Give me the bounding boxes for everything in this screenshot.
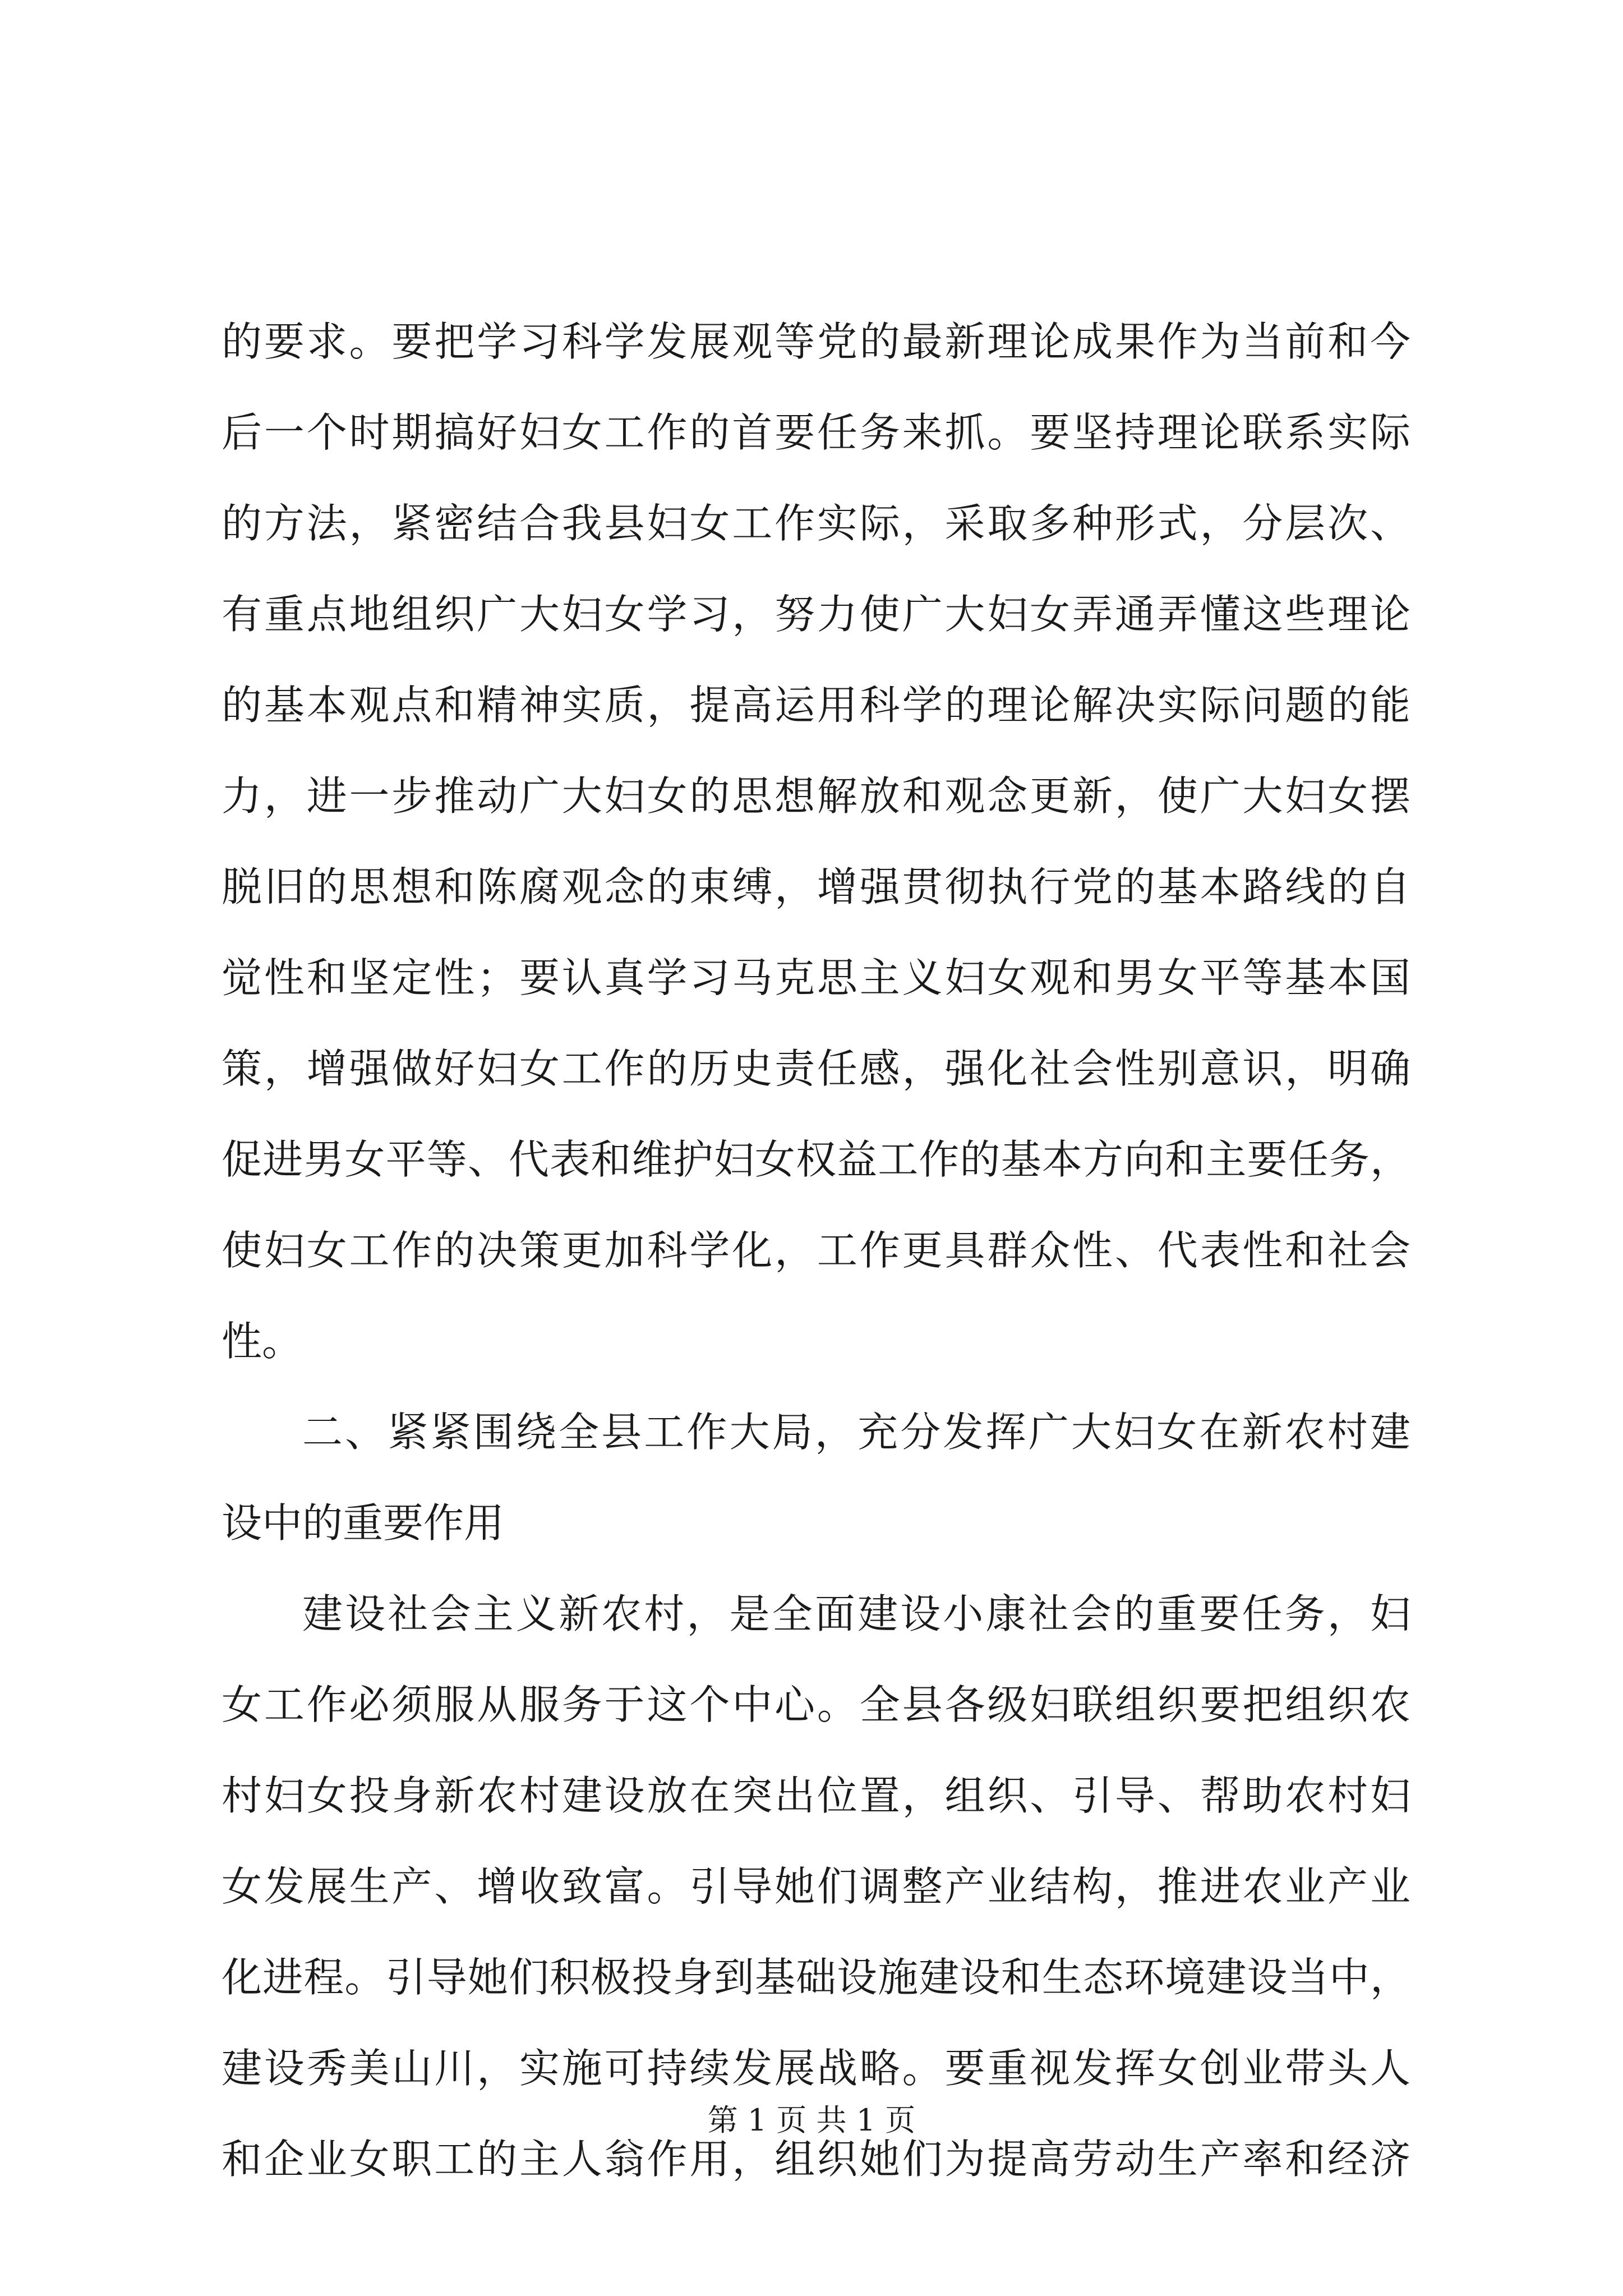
- text-line: 建设秀美山川，实施可持续发展战略。要重视发挥女创业带头人: [222, 2045, 1410, 2092]
- text-line: 使妇女工作的决策更加科学化，工作更具群众性、代表性和社会: [222, 1227, 1410, 1274]
- text-line: 和企业女职工的主人翁作用，组织她们为提高劳动生产率和经济: [222, 2136, 1410, 2183]
- text-line: 后一个时期搞好妇女工作的首要任务来抓。要坚持理论联系实际: [222, 409, 1410, 456]
- text-line: 有重点地组织广大妇女学习，努力使广大妇女弄通弄懂这些理论: [222, 591, 1410, 638]
- text-line: 的要求。要把学习科学发展观等党的最新理论成果作为当前和今: [222, 318, 1410, 365]
- page-number-footer: 第 1 页 共 1 页: [707, 2102, 916, 2138]
- text-line: 女发展生产、增收致富。引导她们调整产业结构，推进农业产业: [222, 1863, 1410, 1910]
- text-line: 促进男女平等、代表和维护妇女权益工作的基本方向和主要任务，: [222, 1136, 1410, 1183]
- section-heading-line: 设中的重要作用: [222, 1499, 505, 1547]
- text-line: 力，进一步推动广大妇女的思想解放和观念更新，使广大妇女摆: [222, 772, 1410, 820]
- text-line: 女工作必须服从服务于这个中心。全县各级妇联组织要把组织农: [222, 1681, 1410, 1728]
- text-line: 的基本观点和精神实质，提高运用科学的理论解决实际问题的能: [222, 682, 1410, 729]
- text-line: 脱旧的思想和陈腐观念的束缚，增强贯彻执行党的基本路线的自: [222, 863, 1410, 910]
- text-line: 化进程。引导她们积极投身到基础设施建设和生态环境建设当中，: [222, 1954, 1410, 2001]
- text-line: 性。: [222, 1318, 303, 1365]
- text-line: 建设社会主义新农村，是全面建设小康社会的重要任务，妇: [302, 1590, 1410, 1637]
- text-line: 策，增强做好妇女工作的历史责任感，强化社会性别意识，明确: [222, 1045, 1410, 1092]
- text-line: 村妇女投身新农村建设放在突出位置，组织、引导、帮助农村妇: [222, 1772, 1410, 1819]
- text-line: 觉性和坚定性；要认真学习马克思主义妇女观和男女平等基本国: [222, 954, 1410, 1001]
- text-line: 的方法，紧密结合我县妇女工作实际，采取多种形式，分层次、: [222, 500, 1410, 547]
- body-text: [222, 296, 1410, 2205]
- section-heading-line: 二、紧紧围绕全县工作大局，充分发挥广大妇女在新农村建: [302, 1409, 1410, 1456]
